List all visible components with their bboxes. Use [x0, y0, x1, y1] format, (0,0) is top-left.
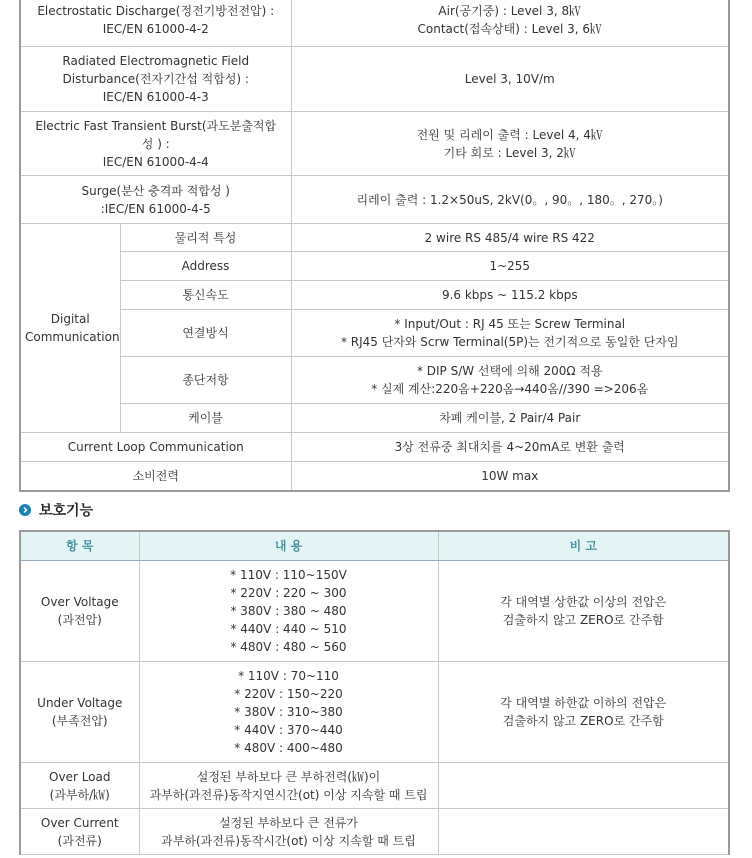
- table-row: [20, 47, 729, 112]
- table-row: [20, 0, 729, 47]
- table-row: [20, 809, 729, 855]
- digital-communication-group-label: Digital Communication: [20, 224, 120, 433]
- table-row: [20, 561, 729, 662]
- spec-value: * DIP S/W 선택에 의해 200Ω 적용 * 실제 계산:220옴+220옴→440옴//390 =>206옴: [291, 357, 729, 404]
- spec-label: 물리적 특성: [120, 224, 291, 252]
- section-heading: [19, 500, 93, 520]
- protection-note: 각 대역별 상한값 이상의 전압은 검출하지 않고 ZERO로 간주함: [438, 561, 729, 662]
- table-row: [20, 404, 729, 433]
- spec-label: 연결방식: [120, 310, 291, 357]
- table-row: [20, 224, 729, 252]
- spec-label: Radiated Electromagnetic Field Disturbance(전자기간섭 적합성) : IEC/EN 61000-4-3: [20, 47, 291, 112]
- spec-value: 차폐 케이블, 2 Pair/4 Pair: [291, 404, 729, 433]
- table-row: [20, 252, 729, 281]
- table-row: [20, 281, 729, 310]
- protection-item: Over Voltage (과전압): [20, 561, 139, 662]
- spec-value: Air(공기중) : Level 3, 8㎸ Contact(접속상태) : Level 3, 6㎸: [291, 0, 729, 47]
- spec-value: 10W max: [291, 462, 729, 491]
- protection-item: Over Current (과전류): [20, 809, 139, 855]
- section-title-text: 보호기능: [39, 503, 94, 519]
- spec-value: * Input/Out : RJ 45 또는 Screw Terminal * RJ45 단자와 Scrw Terminal(5P)는 전기적으로 동일한 단자임: [291, 310, 729, 357]
- spec-label: Current Loop Communication: [20, 433, 291, 462]
- spec-value: 리레이 출력 : 1.2×50uS, 2kV(0。, 90。, 180。, 270。): [291, 176, 729, 224]
- spec-label: 종단저항: [120, 357, 291, 404]
- spec-label: 소비전력: [20, 462, 291, 491]
- spec-label: 케이블: [120, 404, 291, 433]
- spec-label: Surge(분산 충격파 적합성 ) :IEC/EN 61000-4-5: [20, 176, 291, 224]
- table-row: [20, 763, 729, 809]
- protection-note: [438, 809, 729, 855]
- table-row: [20, 357, 729, 404]
- protection-content: * 110V : 70~110 * 220V : 150~220 * 380V : 310~380 * 440V : 370~440 * 480V : 400~480: [139, 662, 438, 763]
- table-header-row: [20, 531, 729, 561]
- protection-content: 설정된 부하보다 큰 부하전력(㎾)이 과부하(과전류)동작지연시간(ot) 이상 지속할 때 트립: [139, 763, 438, 809]
- spec-table: [19, 0, 730, 492]
- column-header-item: 항 목: [20, 531, 139, 561]
- column-header-content: 내 용: [139, 531, 438, 561]
- spec-label: Electric Fast Transient Burst(과도분출적합 성 ) : IEC/EN 61000-4-4: [20, 112, 291, 176]
- chevron-right-circle-icon: [19, 504, 31, 516]
- protection-item: Under Voltage (부족전압): [20, 662, 139, 763]
- spec-value: 9.6 kbps ~ 115.2 kbps: [291, 281, 729, 310]
- protection-table: [19, 530, 730, 855]
- spec-value: 3상 전류중 최대치를 4~20mA로 변환 출력: [291, 433, 729, 462]
- protection-note: 각 대역별 하한값 이하의 전압은 검출하지 않고 ZERO로 간주함: [438, 662, 729, 763]
- protection-content: 설정된 부하보다 큰 전류가 과부하(과전류)동작시간(ot) 이상 지속할 때 트립: [139, 809, 438, 855]
- spec-label: Electrostatic Discharge(정전기방전전압) : IEC/EN 61000-4-2: [20, 0, 291, 47]
- table-row: [20, 310, 729, 357]
- spec-label: 통신속도: [120, 281, 291, 310]
- table-row: [20, 662, 729, 763]
- spec-value: 1~255: [291, 252, 729, 281]
- spec-value: 전원 및 리레이 출력 : Level 4, 4㎸ 기타 회로 : Level 3, 2㎸: [291, 112, 729, 176]
- column-header-note: 비 고: [438, 531, 729, 561]
- spec-value: 2 wire RS 485/4 wire RS 422: [291, 224, 729, 252]
- protection-note: [438, 763, 729, 809]
- table-row: [20, 112, 729, 176]
- table-row: [20, 176, 729, 224]
- spec-value: Level 3, 10V/m: [291, 47, 729, 112]
- protection-content: * 110V : 110~150V * 220V : 220 ~ 300 * 380V : 380 ~ 480 * 440V : 440 ~ 510 * 480V : 480 ~ 560: [139, 561, 438, 662]
- protection-item: Over Load (과부하/㎾): [20, 763, 139, 809]
- table-row: [20, 462, 729, 491]
- spec-label: Address: [120, 252, 291, 281]
- table-row: [20, 433, 729, 462]
